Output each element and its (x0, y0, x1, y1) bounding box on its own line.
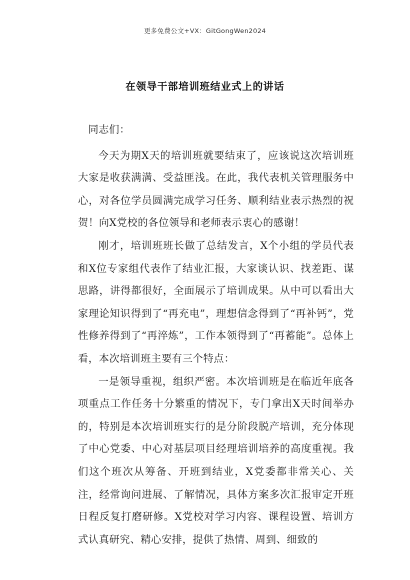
paragraph-2: 刚才，培训班班长做了总结发言，X个小组的学员代表和X位专家组代表作了结业汇报，大家谈认识、找差距、谋思路，讲得都很好，全面展示了培训成果。从中可以看出大家理论知识得到了“再充电”，理想信念得到了“再补钙”，党性修养得到了“再淬炼”，工作本领得到了“再蓄能”。总体上看，本次培训班主要有三个特点： (78, 240, 354, 365)
header-note: 更多免费公文+VX：GitGongWen2024 (143, 27, 266, 35)
salutation: 同志们： (88, 125, 130, 136)
paragraph-3: 一是领导重视，组织严密。本次培训班是在临近年底各项重点工作任务十分繁重的情况下，专门拿出X天时间举办的，特别是本次培训班实行的是分阶段脱产培训，充分体现了中心党委、中心对基层项目经理培训培养的高度重视。我们这个班次从筹备、开班到结业，X党委都非常关心、关注，经常询问进展、了解情况，具体方案多次汇报审定开班日程反复打磨研修。X党校对学习内容、课程设置、培训方式认真研究、精心安排，提供了热情、周到、细致的 (78, 376, 354, 546)
paragraph-1: 今天为期X天的培训班就要结束了，应该说这次培训班大家是收获满满、受益匪浅。在此，我代表机关管理服务中心，对各位学员圆满完成学习任务、顺利结业表示热烈的祝贺！向X党校的各位领导和老师表示衷心的感谢！ (78, 150, 354, 230)
document-body (78, 120, 354, 552)
document-title: 在领导干部培训班结业式上的讲话 (125, 82, 285, 93)
